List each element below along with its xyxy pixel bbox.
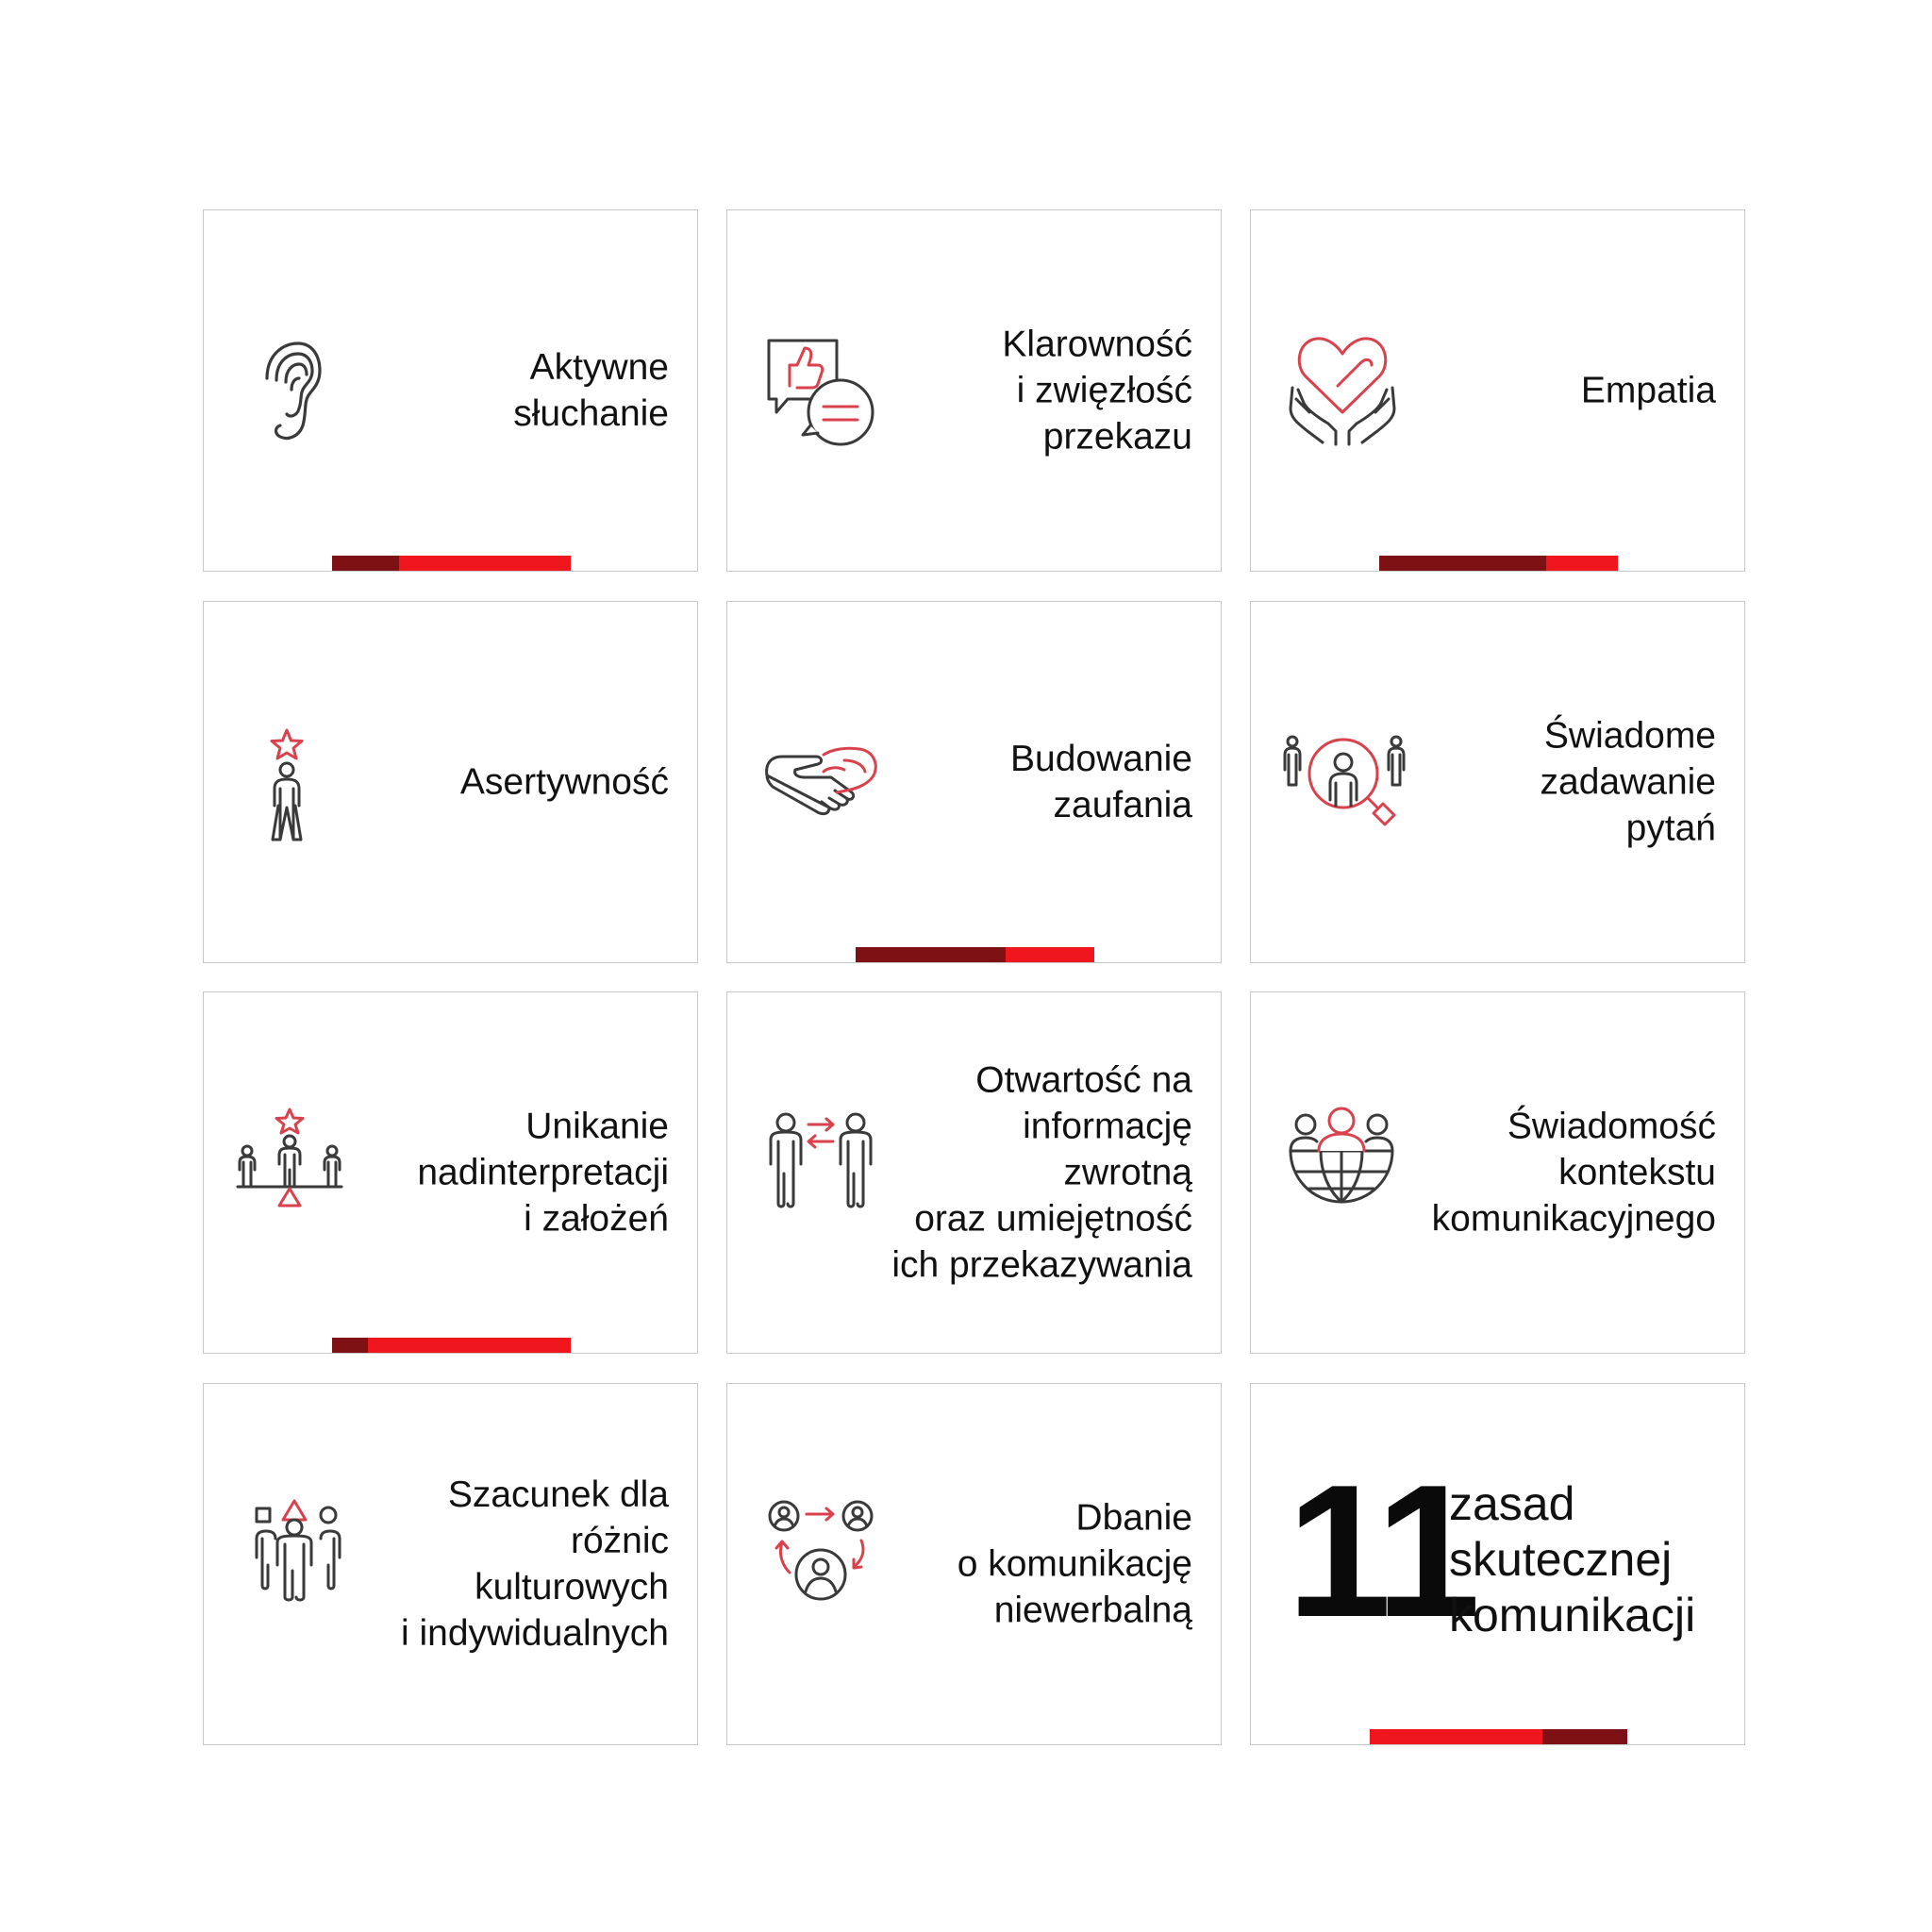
card-label: Dbanie o komunikację niewerbalną [957, 1497, 1192, 1631]
handshake-icon [761, 743, 880, 817]
card-label: Świadome zadawanie pytań [1540, 715, 1716, 849]
progress-bar-dark [1379, 556, 1546, 571]
diverse-group-icon [255, 1499, 341, 1605]
card-otwartosc [726, 991, 1222, 1354]
card-label: Otwartość na informację zwrotną oraz umiejętność ich przekazywania [891, 1059, 1192, 1286]
progress-bar [856, 947, 1094, 962]
card-label: Klarowność i zwięzłość przekazu [1002, 324, 1192, 458]
card-summary [1250, 1383, 1745, 1745]
summary-number: 11 [1287, 1446, 1475, 1657]
chat-thumbs-up-icon [765, 337, 876, 450]
person-star-icon [265, 728, 308, 843]
nonverbal-cycle-icon [767, 1499, 874, 1605]
progress-bar-dark [1542, 1729, 1627, 1744]
card-label: Szacunek dla różnic kulturowych i indywidualnych [401, 1474, 669, 1654]
balance-people-icon [236, 1108, 343, 1213]
heart-hands-icon [1285, 333, 1400, 446]
card-swiadome-pytania [1250, 601, 1745, 963]
card-klarownosc [726, 209, 1222, 572]
card-aktywne-sluchanie [203, 209, 698, 572]
card-szacunek [203, 1383, 698, 1745]
progress-bar-bright [1370, 1729, 1542, 1744]
card-label: Unikanie nadinterpretacji i założeń [417, 1106, 669, 1240]
card-unikanie [203, 991, 698, 1354]
summary-title: zasad skutecznej komunikacji [1449, 1477, 1696, 1641]
progress-bar-bright [399, 556, 571, 571]
card-label: Świadomość kontekstu komunikacyjnego [1431, 1106, 1716, 1240]
progress-bar-bright [1546, 556, 1618, 571]
card-dbanie [726, 1383, 1222, 1745]
globe-people-icon [1287, 1106, 1396, 1211]
card-label: Budowanie zaufania [1010, 739, 1192, 825]
progress-bar-dark [332, 556, 399, 571]
progress-bar [332, 1338, 571, 1353]
ear-icon [256, 341, 322, 442]
progress-bar [332, 556, 571, 571]
card-label: Empatia [1580, 370, 1716, 411]
card-empatia [1250, 209, 1745, 572]
progress-bar-bright [368, 1338, 571, 1353]
card-swiadomosc-kontekstu [1250, 991, 1745, 1354]
card-budowanie-zaufania [726, 601, 1222, 963]
magnifier-people-icon [1281, 732, 1407, 834]
progress-bar [1370, 1729, 1627, 1744]
card-label: Aktywne słuchanie [513, 347, 669, 434]
card-label: Asertywność [459, 761, 669, 803]
progress-bar-dark [332, 1338, 368, 1353]
progress-bar-bright [1006, 947, 1094, 962]
progress-bar [1379, 556, 1618, 571]
feedback-exchange-icon [767, 1111, 874, 1209]
progress-bar-dark [856, 947, 1006, 962]
card-asertywnosc [203, 601, 698, 963]
